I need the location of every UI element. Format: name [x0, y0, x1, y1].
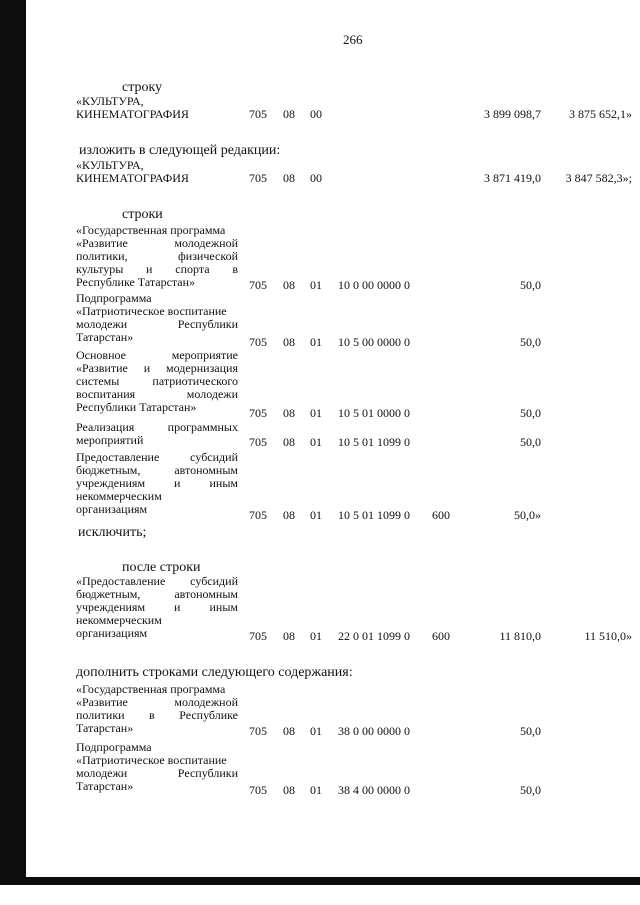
amount-year-2: 3 875 652,1»	[569, 107, 632, 121]
description-line: мероприятий	[76, 433, 144, 447]
item-code: 01	[310, 335, 322, 349]
section-code: 705	[249, 724, 267, 738]
section-code: 705	[249, 335, 267, 349]
description-line: системы патриотического	[76, 375, 238, 388]
section-code: 705	[249, 107, 267, 121]
section-code: 705	[249, 783, 267, 797]
target-article-code: 10 5 01 0000 0	[338, 406, 410, 420]
subsection-code: 08	[283, 107, 295, 121]
amount-year-1: 3 899 098,7	[484, 107, 541, 121]
description-line: «Государственная программа	[76, 223, 226, 237]
item-code: 00	[310, 107, 322, 121]
section-code: 705	[249, 629, 267, 643]
section-code: 705	[249, 406, 267, 420]
subsection-code: 08	[283, 629, 295, 643]
target-article-code: 10 0 00 0000 0	[338, 278, 410, 292]
row-description	[76, 451, 238, 516]
item-code: 01	[310, 435, 322, 449]
description-line: «Государственная программа	[76, 682, 226, 696]
subsection-code: 08	[283, 335, 295, 349]
amount-year-1: 50,0»	[514, 508, 541, 522]
section-code: 705	[249, 171, 267, 185]
description-line: «КУЛЬТУРА,	[76, 94, 144, 108]
row-description	[76, 292, 238, 344]
description-line: Татарстан»	[76, 721, 134, 735]
description-line: КИНЕМАТОГРАФИЯ	[76, 107, 189, 121]
description-line: «Развитие молодежной	[76, 696, 238, 709]
amount-year-2: 11 510,0»	[584, 629, 632, 643]
row-description	[76, 683, 238, 735]
description-line: «Патриотическое воспитание	[76, 753, 227, 767]
description-line: Подпрограмма	[76, 291, 152, 305]
row-description	[76, 95, 238, 121]
target-article-code: 10 5 01 1099 0	[338, 508, 410, 522]
amount-year-1: 50,0	[520, 335, 541, 349]
description-line: бюджетным, автономным	[76, 588, 238, 601]
amount-year-1: 3 871 419,0	[484, 171, 541, 185]
description-line: политики, физической	[76, 250, 238, 263]
amount-year-1: 50,0	[520, 278, 541, 292]
section-code: 705	[249, 435, 267, 449]
subsection-code: 08	[283, 171, 295, 185]
description-line: «Развитие и модернизация	[76, 362, 238, 375]
description-line: Подпрограмма	[76, 740, 152, 754]
item-code: 01	[310, 508, 322, 522]
description-line: Татарстан»	[76, 330, 134, 344]
row-description	[76, 224, 238, 289]
description-line: «КУЛЬТУРА,	[76, 158, 144, 172]
scan-bottom-border	[0, 877, 640, 885]
scan-left-border	[0, 0, 26, 880]
description-line: «Развитие молодежной	[76, 237, 238, 250]
description-line: учреждениям и иным	[76, 477, 238, 490]
row-description	[76, 575, 238, 640]
instruction-heading: строки	[122, 207, 163, 222]
subsection-code: 08	[283, 724, 295, 738]
target-article-code: 10 5 00 0000 0	[338, 335, 410, 349]
description-line: Татарстан»	[76, 779, 134, 793]
description-line: молодежи Республики	[76, 767, 238, 780]
amount-year-1: 50,0	[520, 435, 541, 449]
amount-year-2: 3 847 582,3»;	[565, 171, 632, 185]
row-description	[76, 741, 238, 793]
subsection-code: 08	[283, 278, 295, 292]
instruction-heading: строку	[122, 80, 163, 95]
description-line: «Патриотическое воспитание	[76, 304, 227, 318]
page-number: 266	[343, 32, 363, 47]
subsection-code: 08	[283, 435, 295, 449]
description-line: культуры и спорта в	[76, 263, 238, 276]
description-line: учреждениям и иным	[76, 601, 238, 614]
expense-type-code: 600	[432, 508, 450, 522]
instruction-heading: изложить в следующей редакции:	[79, 143, 281, 158]
description-line: Предоставление субсидий	[76, 451, 238, 464]
description-line: Республике Татарстан»	[76, 275, 196, 289]
description-line: некоммерческим	[76, 613, 162, 627]
amount-year-1: 11 810,0	[499, 629, 541, 643]
item-code: 01	[310, 783, 322, 797]
target-article-code: 38 0 00 0000 0	[338, 724, 410, 738]
description-line: бюджетным, автономным	[76, 464, 238, 477]
item-code: 01	[310, 406, 322, 420]
subsection-code: 08	[283, 783, 295, 797]
item-code: 01	[310, 629, 322, 643]
description-line: организациям	[76, 626, 148, 640]
row-description	[76, 349, 238, 414]
amount-year-1: 50,0	[520, 724, 541, 738]
amount-year-1: 50,0	[520, 783, 541, 797]
row-description	[76, 421, 238, 447]
subsection-code: 08	[283, 508, 295, 522]
description-line: некоммерческим	[76, 489, 162, 503]
amount-year-1: 50,0	[520, 406, 541, 420]
row-description	[76, 159, 238, 185]
item-code: 00	[310, 171, 322, 185]
section-code: 705	[249, 278, 267, 292]
subsection-code: 08	[283, 406, 295, 420]
target-article-code: 38 4 00 0000 0	[338, 783, 410, 797]
description-line: КИНЕМАТОГРАФИЯ	[76, 171, 189, 185]
description-line: Основное мероприятие	[76, 349, 238, 362]
expense-type-code: 600	[432, 629, 450, 643]
instruction-heading: исключить;	[78, 525, 147, 540]
item-code: 01	[310, 724, 322, 738]
description-line: «Предоставление субсидий	[76, 575, 238, 588]
description-line: воспитания молодежи	[76, 388, 238, 401]
description-line: Реализация программных	[76, 421, 238, 434]
description-line: молодежи Республики	[76, 318, 238, 331]
description-line: политики в Республике	[76, 709, 238, 722]
section-code: 705	[249, 508, 267, 522]
description-line: Республики Татарстан»	[76, 400, 197, 414]
instruction-heading: дополнить строками следующего содержания:	[76, 665, 353, 680]
description-line: организациям	[76, 502, 148, 516]
item-code: 01	[310, 278, 322, 292]
instruction-heading: после строки	[122, 560, 201, 575]
target-article-code: 22 0 01 1099 0	[338, 629, 410, 643]
target-article-code: 10 5 01 1099 0	[338, 435, 410, 449]
